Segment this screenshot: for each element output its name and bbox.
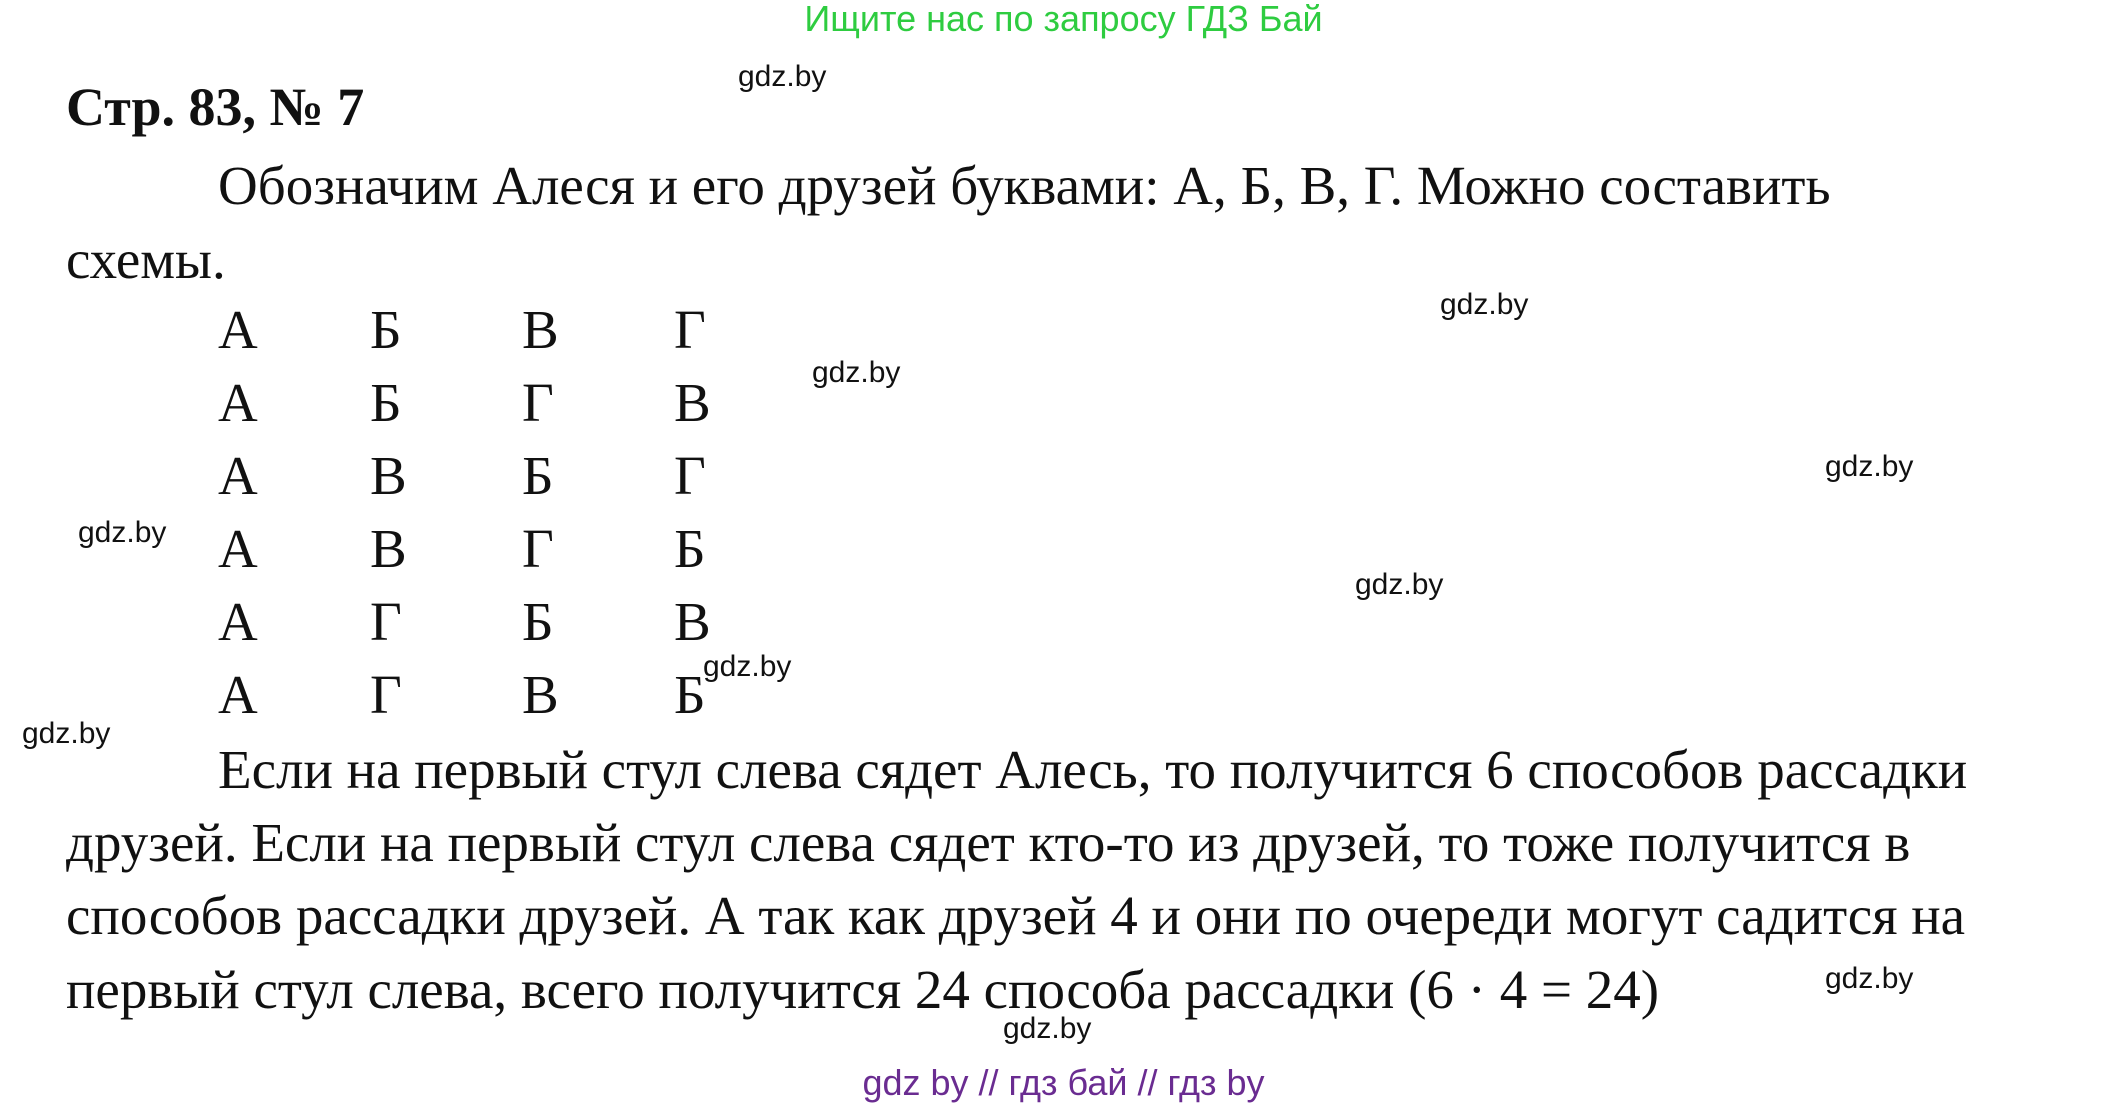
scheme-cell: Б <box>674 664 706 725</box>
scheme-cell: Б <box>522 591 554 652</box>
scheme-cell: Г <box>522 372 554 433</box>
top-banner: Ищите нас по запросу ГДЗ Бай <box>804 0 1323 39</box>
scheme-cell: Г <box>522 518 554 579</box>
scheme-cell: Б <box>674 518 706 579</box>
watermark: gdz.by <box>703 650 792 683</box>
watermark: gdz.by <box>812 356 901 389</box>
scheme-cell: Г <box>370 664 402 725</box>
page-title: Стр. 83, № 7 <box>66 77 365 137</box>
watermark: gdz.by <box>738 60 827 93</box>
scheme-cell: Б <box>370 299 402 360</box>
scheme-cell: В <box>674 591 711 652</box>
scheme-cell: А <box>218 299 258 360</box>
watermark: gdz.by <box>1825 962 1914 995</box>
scheme-cell: А <box>218 445 258 506</box>
scheme-cell: В <box>522 299 559 360</box>
scheme-cell: Г <box>674 299 706 360</box>
intro-line-1: Обозначим Алеся и его друзей буквами: А, Б, В, Г. Можно составить <box>218 155 1831 216</box>
intro-line-2: схемы. <box>66 229 226 290</box>
scheme-cell: В <box>370 445 407 506</box>
scheme-cell: А <box>218 372 258 433</box>
scheme-cell: Г <box>370 591 402 652</box>
scheme-cell: А <box>218 518 258 579</box>
scheme-cell: Б <box>370 372 402 433</box>
watermark: gdz.by <box>1355 568 1444 601</box>
scheme-cell: Г <box>674 445 706 506</box>
scheme-cell: В <box>370 518 407 579</box>
conclusion-line-3: способов рассадки друзей. А так как друзей 4 и они по очереди могут садится на <box>66 885 1966 946</box>
scheme-cell: В <box>674 372 711 433</box>
scheme-cell: Б <box>522 445 554 506</box>
watermark: gdz.by <box>1003 1012 1092 1045</box>
scheme-cell: В <box>522 664 559 725</box>
watermark: gdz.by <box>1440 288 1529 321</box>
watermark: gdz.by <box>22 717 111 750</box>
watermark: gdz.by <box>1825 450 1914 483</box>
scheme-cell: А <box>218 664 258 725</box>
conclusion-line-4: первый стул слева, всего получится 24 способа рассадки (6 · 4 = 24) <box>66 959 1660 1020</box>
scheme-cell: А <box>218 591 258 652</box>
watermark: gdz.by <box>78 516 167 549</box>
conclusion-line-2: друзей. Если на первый стул слева сядет кто-то из друзей, то тоже получится в <box>66 812 1911 873</box>
conclusion-line-1: Если на первый стул слева сядет Алесь, то получится 6 способов рассадки <box>218 739 1968 800</box>
footer-links: gdz by // гдз бай // гдз by <box>862 1062 1265 1103</box>
